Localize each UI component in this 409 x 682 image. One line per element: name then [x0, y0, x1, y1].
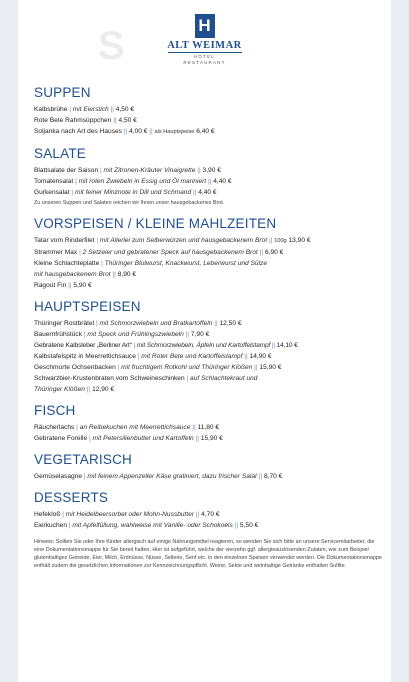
item-price: 3,90 €: [202, 167, 221, 174]
item-name: Kleine Schlachteplatte: [34, 260, 100, 267]
menu-item: Tomatensalat | mit roten Zwiebeln in Essig und Öl mariniert || 4,40 €: [34, 178, 232, 185]
item-name: Gebratene Kalbsleber „Berliner Art“: [34, 342, 132, 349]
item-description: mit Zitronen-Kräuter Vinaigrette: [103, 167, 196, 174]
menu-item: Kleine Schlachteplatte | Thüringer Blutwurst, Knackwurst, Leberwurst und Sülze mit hausgebackenem Brot || 8,90 €: [34, 260, 267, 278]
item-price: 4,40 €: [213, 178, 232, 185]
section-title: HAUPTSPEISEN: [34, 299, 141, 314]
item-price: 15,90 €: [259, 364, 282, 371]
menu-item: Soljanka nach Art des Hauses || 4,00 € || als Hauptspeise 6,40 €: [34, 128, 215, 135]
item-name: Hefekloß: [34, 511, 61, 518]
section-title: DESSERTS: [34, 490, 109, 505]
menu-item: Geschmorte Ochsenbacken | mit fruchtigem Rotkohl und Thüringer Klößen || 15,90 €: [34, 364, 282, 371]
item-price: 15,90 €: [200, 435, 223, 442]
item-name: Ragout Fin: [34, 282, 67, 289]
item-price: 4,50 €: [115, 106, 135, 113]
item-description: mit Apfelfüllung, wahlweise mit Vanille- oder Schokoeis: [72, 522, 233, 529]
item-name: Kalbsbrühe: [34, 106, 68, 113]
section-title: VEGETARISCH: [34, 452, 132, 467]
menu-item: Ragout Fin || 5,90 €: [34, 282, 92, 289]
item-price: 14,90 €: [249, 353, 272, 360]
item-description: mit Schmorzwiebeln, Äpfeln und Kartoffelstampf: [136, 342, 271, 349]
section-title: SALATE: [34, 146, 86, 161]
item-name: Kalbstafelspitz in Meerrettichsauce: [34, 353, 136, 360]
item-description: mit feiner Minznote in Dill und Schmand: [74, 189, 192, 196]
item-price: 8,70 €: [263, 473, 283, 480]
item-name: Bauernfrühstück: [34, 331, 83, 338]
item-description: mit Eierstich: [72, 106, 109, 113]
item-description-cont: mit hausgebackenem Brot: [34, 271, 111, 278]
item-price: 6,90 €: [264, 249, 284, 256]
item-name: Tatar vom Rinderfilet: [34, 237, 95, 244]
menu-item: Hefekloß | mit Heidelbeersorbet oder Mohn-Nussbutter || 4,70 €: [34, 511, 220, 518]
section-title: FISCH: [34, 403, 76, 418]
section-vorspeisen: [34, 215, 384, 291]
item-price: 11,80 €: [197, 424, 220, 431]
item-name: Thüringer Rostbrätel: [34, 320, 95, 327]
watermark: S: [98, 24, 125, 68]
item-description-cont: Thüringer Klößen: [34, 386, 85, 393]
item-extra: als Hauptspeise: [154, 129, 195, 135]
item-description: mit roten Zwiebeln in Essig und Öl mariniert: [78, 178, 207, 185]
item-description: mit fruchtigem Rotkohl und Thüringer Klößen: [121, 364, 253, 371]
logo-subtitle-restaurant: RESTAURANT: [183, 60, 226, 65]
hotel-logo-icon: H: [195, 14, 215, 38]
item-description: Thüringer Blutwurst, Knackwurst, Leberwurst und Sülze: [104, 260, 267, 267]
item-name: Eierkuchen: [34, 522, 67, 529]
menu-item: Bauernfrühstück | mit Speck und Frühlingszwiebeln || 7,90 €: [34, 331, 210, 338]
menu-item: Kalbstafelspitz in Meerrettichsauce | mit Roter Bete und Kartoffelstampf || 14,90 €: [34, 353, 272, 360]
menu-item: Blattsalate der Saison | mit Zitronen-Kräuter Vinaigrette || 3,90 €: [34, 167, 221, 174]
item-description: mit Roter Bete und Kartoffelstampf: [141, 353, 243, 360]
menu-item: Kalbsbrühe | mit Eierstich || 4,50 €: [34, 106, 135, 113]
item-name: Räucherlachs: [34, 424, 75, 431]
item-description: mit Allerlei zum Selberwürzen und hausgebackenem Brot: [99, 237, 268, 244]
item-name: Blattsalate der Saison: [34, 167, 99, 174]
menu-page: [18, 0, 391, 682]
menu-item: Gebratene Kalbsleber „Berliner Art“ | mit Schmorzwiebeln, Äpfeln und Kartoffelstampf || 14,10 €: [34, 342, 298, 349]
item-price: 13,90 €: [288, 237, 311, 244]
section-title: SUPPEN: [34, 85, 91, 100]
item-price: 5,90 €: [73, 282, 92, 289]
item-name: Rote Bete Rahmsüppchen: [34, 117, 112, 124]
allergy-note: Hinweis: Sollten Sie oder Ihre Kinder allergisch auf einige Nahrungsmittel reagieren, so wenden Sie sich bitte an unsere Servicemitarbeiter, die eine Dokumentationsmappe für Sie bereit halten. Hier ist aufgeführt, welche der vierzehn ggf. allergieauslösenden Zutaten, wie zum Beispiel glutenhaltiges Getreide, Eier, Milch, Erdnüsse, Nüsse, Sellerie, Senf etc. in den einzelnen Speisen verwendet werden. Die Dokumentationsmappe enthält zudem die gesetzlichen Informationen zur Kennzeichnungspflicht. Weine, Sekte und weinhaltige Getränke enthalten Sulfite.: [34, 539, 382, 569]
item-price: 4,00 €: [129, 128, 148, 135]
item-price: 12,90 €: [92, 386, 115, 393]
section-vegetarisch: [34, 451, 384, 482]
item-name: Soljanka nach Art des Hauses: [34, 128, 122, 135]
section-salate: [34, 145, 384, 208]
item-name: Gebratene Forelle: [34, 435, 88, 442]
item-price: 12,50 €: [219, 320, 242, 327]
item-description: mit Heidelbeersorbet oder Mohn-Nussbutter: [65, 511, 195, 518]
item-name: Gurkensalat: [34, 189, 70, 196]
menu-item: Rote Bete Rahmsüppchen || 4,50 €: [34, 117, 137, 124]
item-name: Strammer Max: [34, 249, 78, 256]
section-desserts: [34, 489, 384, 531]
item-price: 8,90 €: [117, 271, 137, 278]
item-description: an Reibekuchen mit Meerrettichsauce: [79, 424, 191, 431]
menu-item: Tatar vom Rinderfilet | mit Allerlei zum Selberwürzen und hausgebackenem Brot || 100g 13,90 €: [34, 237, 311, 244]
item-name: Schwarzbier-Krustenbraten vom Schweineschinken: [34, 375, 185, 382]
item-price: 5,50 €: [239, 522, 259, 529]
item-price: 7,90 €: [190, 331, 210, 338]
menu-item: Gurkensalat | mit feiner Minznote in Dill und Schmand || 4,40 €: [34, 189, 217, 196]
section-fisch: [34, 402, 384, 444]
item-description: mit Schmorzwiebeln und Bratkartoffeln: [99, 320, 213, 327]
item-portion: 100g: [274, 238, 287, 244]
logo-subtitle-hotel: HOTEL: [193, 54, 215, 59]
menu-item: Gebratene Forelle | mit Petersilienbutter und Kartoffeln || 15,90 €: [34, 435, 223, 442]
item-price: 4,40 €: [198, 189, 217, 196]
item-description: mit Petersilienbutter und Kartoffeln: [92, 435, 194, 442]
item-price: 4,50 €: [118, 117, 137, 124]
item-name: Geschmorte Ochsenbacken: [34, 364, 116, 371]
menu-item: Räucherlachs | an Reibekuchen mit Meerrettichsauce || 11,80 €: [34, 424, 220, 431]
menu-content: [34, 84, 384, 570]
item-description: mit feinem Appenzeller Käse gratiniert, dazu frischer Salat: [87, 473, 257, 480]
item-description: mit Speck und Frühlingszwiebeln: [87, 331, 184, 338]
logo-title: ALT WEIMAR: [167, 40, 242, 51]
section-title: VORSPEISEN / KLEINE MAHLZEITEN: [34, 216, 277, 231]
menu-item: Eierkuchen | mit Apfelfüllung, wahlweise mit Vanille- oder Schokoeis || 5,50 €: [34, 522, 259, 529]
section-suppen: [34, 84, 384, 138]
section-hauptspeisen: [34, 298, 384, 395]
logo-divider: [168, 52, 242, 53]
logo: [18, 14, 391, 66]
menu-item: Strammer Max | 2 Setzeier und gebratener Speck auf hausgebackenem Brot || 6,90 €: [34, 249, 284, 256]
item-price: 4,70 €: [201, 511, 220, 518]
item-description: 2 Setzeier und gebratener Speck auf hausgebackenem Brot: [82, 249, 258, 256]
menu-item: Thüringer Rostbrätel | mit Schmorzwiebeln und Bratkartoffeln || 12,50 €: [34, 320, 242, 327]
menu-item: Gemüselasagne | mit feinem Appenzeller Käse gratiniert, dazu frischer Salat || 8,70 €: [34, 473, 283, 480]
item-description: auf Schlachtekraut und: [190, 375, 258, 382]
item-price-main: 6,40 €: [196, 128, 215, 135]
salate-note: Zu unseren Suppen und Salaten reichen wir Ihnen unser hausgebackenes Brot.: [34, 200, 225, 206]
menu-item: Schwarzbier-Krustenbraten vom Schweineschinken | auf Schlachtekraut und Thüringer Klößen || 12,90 €: [34, 375, 258, 393]
item-price: 14,10 €: [276, 342, 298, 349]
item-name: Gemüselasagne: [34, 473, 83, 480]
item-name: Tomatensalat: [34, 178, 74, 185]
